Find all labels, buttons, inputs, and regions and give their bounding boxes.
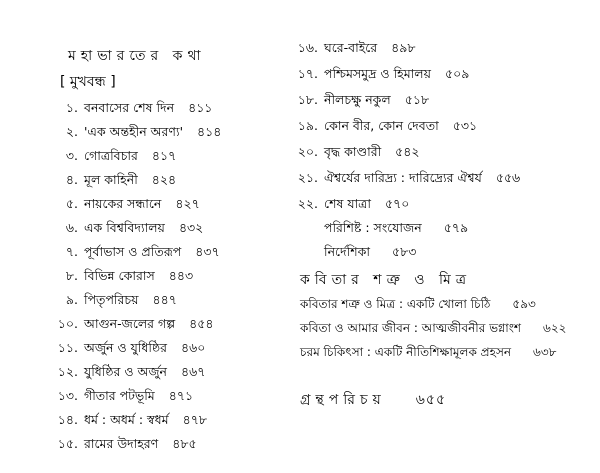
entry-title: পরিশিষ্ট : সংযোজন [324,220,422,235]
entry-title: বনবাসের শেষ দিন [84,100,175,115]
entry-title: চরম চিকিৎসা : একটি নীতিশিক্ষামূলক প্রহসন [300,345,512,359]
entry-page: ৬২২ [543,321,567,335]
entry-number: ৩. [65,148,78,163]
entry-number: ১০. [57,316,78,331]
toc-entry [300,296,536,312]
entry-number: ২০. [297,144,318,159]
entry-title: আগুন-জলের গল্প [84,316,176,331]
toc-entry [50,148,176,164]
entry-page: ৫৫৬ [495,170,521,185]
entry-number: ১৫. [57,436,78,451]
section-heading-mahabharater-katha: মহাভারতের কথা [68,48,206,64]
toc-entry [50,292,177,308]
entry-page: ৫৪২ [395,144,420,159]
entry-number: ২. [65,124,78,139]
entry-page: ৪৯৮ [391,40,416,55]
toc-entry [290,92,429,108]
toc-entry [290,170,520,186]
entry-title: অর্জুন ও যুধিষ্ঠির [84,340,167,355]
toc-entry [290,144,420,160]
entry-page: ৫১৮ [404,92,430,107]
entry-title: শেষ যাত্রা [324,196,371,211]
section-heading-kobitar-shatru-o-mitra: কবিতার শত্রু ও মিত্র [300,272,472,288]
entry-number: ১৮. [297,92,318,107]
toc-entry [290,118,477,134]
toc-entry [290,196,409,212]
entry-title: কবিতা ও আমার জীবন : আত্মজীবনীর ভগ্নাংশ [300,321,522,335]
entry-page: ৬৩৮ [533,345,557,359]
toc-entry [50,388,193,404]
toc-entry [50,340,205,356]
entry-title: বৃদ্ধ কাণ্ডারী [324,144,382,159]
entry-title: কোন বীর, কোন দেবতা [324,118,439,133]
entry-page: ৪৬০ [181,340,206,355]
entry-number: ৪. [65,172,78,187]
entry-number: ২২. [297,196,318,211]
entry-title: রামের উদাহরণ [84,436,159,451]
toc-entry [50,220,203,236]
entry-page: ৪২৪ [151,172,177,187]
toc-entry [50,436,197,452]
entry-page: ৪১১ [188,100,213,115]
entry-page: ৫৭৯ [443,220,469,235]
entry-number: ১৪. [57,412,78,427]
entry-title: ঐশ্বর্যের দারিদ্র্য : দারিদ্র্যের ঐশ্বর্য [324,170,482,185]
toc-entry [300,344,556,360]
entry-title: নির্দেশিকা [324,244,370,259]
entry-title: গোত্রবিচার [84,148,138,163]
toc-entry [50,124,221,140]
toc-entry [50,316,213,332]
entry-number: ১৭. [297,66,318,81]
toc-entry [50,244,220,260]
entry-title: নীলচক্ষু নকুল [324,92,391,107]
entry-page: ৪৭৮ [182,412,207,427]
entry-page: ৪৪৭ [152,292,177,307]
entry-page: ৫৯৩ [512,297,536,311]
toc-entry [50,412,207,428]
entry-title: গীতার পটভূমি [84,388,155,403]
entry-title: ধর্ম : অধর্ম : স্বধর্ম [84,412,169,427]
subheading-mukhabandha: [ মুখবন্ধ ] [60,74,116,90]
entry-page: ৫৮৩ [391,244,417,259]
toc-entry [290,66,469,82]
entry-page: ৪৫৪ [189,316,214,331]
entry-title: কবিতার শত্রু ও মিত্র : একটি খোলা চিঠি [300,297,491,311]
toc-entry [50,100,212,116]
appendix-entry [324,244,416,260]
entry-title: 'এক অন্তহীন অরণ্য' [84,124,184,139]
entry-title: ঘরে-বাইরে [324,40,378,55]
entry-number: ১২. [57,364,78,379]
entry-page: ৫৭০ [384,196,410,211]
entry-page: ৪১৪ [197,124,222,139]
entry-page: ৫৩১ [452,118,478,133]
toc-entry [300,320,566,336]
toc-entry [50,196,200,212]
entry-page: ৪৩২ [178,220,204,235]
entry-number: ৯. [65,292,78,307]
section-title: গ্রন্থপরিচয় [300,392,386,408]
entry-number: ১১. [57,340,78,355]
entry-page: ৪৬৭ [181,364,206,379]
appendix-entry [324,220,468,236]
entry-page: ৪৭১ [168,388,194,403]
entry-title: মূল কাহিনী [84,172,138,187]
entry-title: নায়কের সন্ধানে [84,196,162,211]
entry-title: যুধিষ্ঠির ও অর্জুন [84,364,167,379]
section-page: ৬৫৫ [415,392,447,408]
entry-page: ৪২৭ [175,196,200,211]
toc-entry [50,172,176,188]
entry-title: পশ্চিমসমুদ্র ও হিমালয় [324,66,431,81]
entry-number: ১. [65,100,78,115]
entry-number: ২১. [297,170,318,185]
entry-number: ১৬. [297,40,318,55]
section-heading-granthaparichay [300,388,446,412]
entry-number: ৬. [65,220,78,235]
entry-title: এক বিশ্ববিদ্যালয় [84,220,165,235]
entry-page: ৪৩৭ [195,244,220,259]
entry-title: পিতৃপরিচয় [84,292,139,307]
entry-page: ৪১৭ [151,148,177,163]
entry-page: ৫০৯ [444,66,470,81]
entry-number: ৫. [65,196,78,211]
entry-number: ৮. [65,268,78,283]
entry-number: ১৩. [57,388,78,403]
toc-entry [50,364,205,380]
entry-number: ১৯. [297,118,318,133]
toc-entry [290,40,415,56]
entry-title: পূর্বাভাস ও প্রতিরূপ [84,244,182,259]
toc-entry [50,268,193,284]
entry-page: ৪৪৩ [168,268,194,283]
entry-page: ৪৮৫ [172,436,197,451]
entry-number: ৭. [65,244,78,259]
entry-title: বিভিন্ন কোরাস [84,268,155,283]
